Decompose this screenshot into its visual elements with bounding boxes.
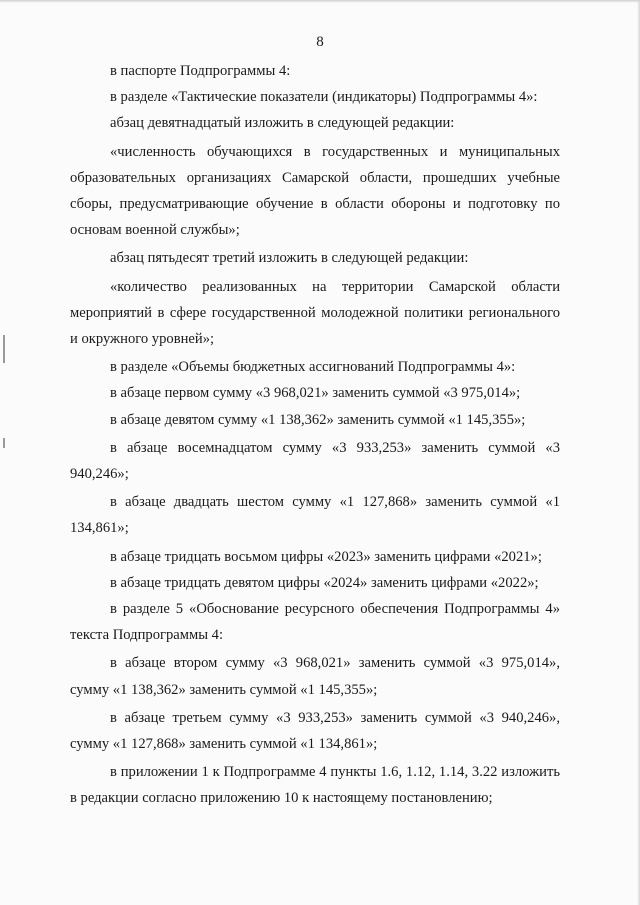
page-number: 8 bbox=[316, 34, 324, 50]
paragraph: в разделе 5 «Обоснование ресурсного обеспечения Подпрограммы 4» текста Подпрограммы 4: bbox=[70, 601, 560, 644]
paragraph: в абзаце тридцать восьмом цифры «2023» заменить цифрами «2021»; bbox=[110, 548, 542, 565]
paragraph: в абзаце первом сумму «3 968,021» заменить суммой «3 975,014»; bbox=[110, 385, 521, 402]
paragraph: абзац девятнадцатый изложить в следующей редакции: bbox=[110, 115, 455, 132]
scan-margin-mark bbox=[3, 438, 5, 448]
paragraph: в паспорте Подпрограммы 4: bbox=[110, 63, 291, 79]
paragraph: в разделе «Тактические показатели (индикаторы) Подпрограммы 4»: bbox=[110, 89, 538, 106]
paragraph: в абзаце втором сумму «3 968,021» заменить суммой «3 975,014», сумму «1 138,362» заменить суммой «1 145,355»; bbox=[70, 655, 560, 698]
document-body bbox=[70, 58, 560, 812]
paragraph: абзац пятьдесят третий изложить в следующей редакции: bbox=[110, 250, 469, 267]
paragraph: в абзаце восемнадцатом сумму «3 933,253» заменить суммой «3 940,246»; bbox=[70, 439, 560, 483]
paragraph: в приложении 1 к Подпрограмме 4 пункты 1.6, 1.12, 1.14, 3.22 изложить в редакции согласно приложению 10 к настоящему постановлению; bbox=[70, 764, 560, 807]
paragraph: «количество реализованных на территории Самарской области мероприятий в сфере государственной молодежной политики регионального и окружного уровней»; bbox=[70, 278, 560, 348]
paragraph: в абзаце двадцать шестом сумму «1 127,868» заменить суммой «1 134,861»; bbox=[70, 494, 560, 537]
scan-edge-top bbox=[0, 0, 640, 3]
paragraph: в абзаце тридцать девятом цифры «2024» заменить цифрами «2022»; bbox=[110, 574, 539, 591]
paragraph: в разделе «Объемы бюджетных ассигнований Подпрограммы 4»: bbox=[110, 359, 516, 376]
paragraph: «численность обучающихся в государственных и муниципальных образовательных организациях Самарской области, прошедших учебные сборы, предусматривающие обучение в области обороны и подготовку по основам военной службы»; bbox=[70, 143, 560, 239]
scan-margin-mark bbox=[3, 335, 5, 363]
paragraph: в абзаце третьем сумму «3 933,253» заменить суммой «3 940,246», сумму «1 127,868» заменить суммой «1 134,861»; bbox=[70, 709, 560, 753]
paragraph: в абзаце девятом сумму «1 138,362» заменить суммой «1 145,355»; bbox=[110, 411, 526, 428]
